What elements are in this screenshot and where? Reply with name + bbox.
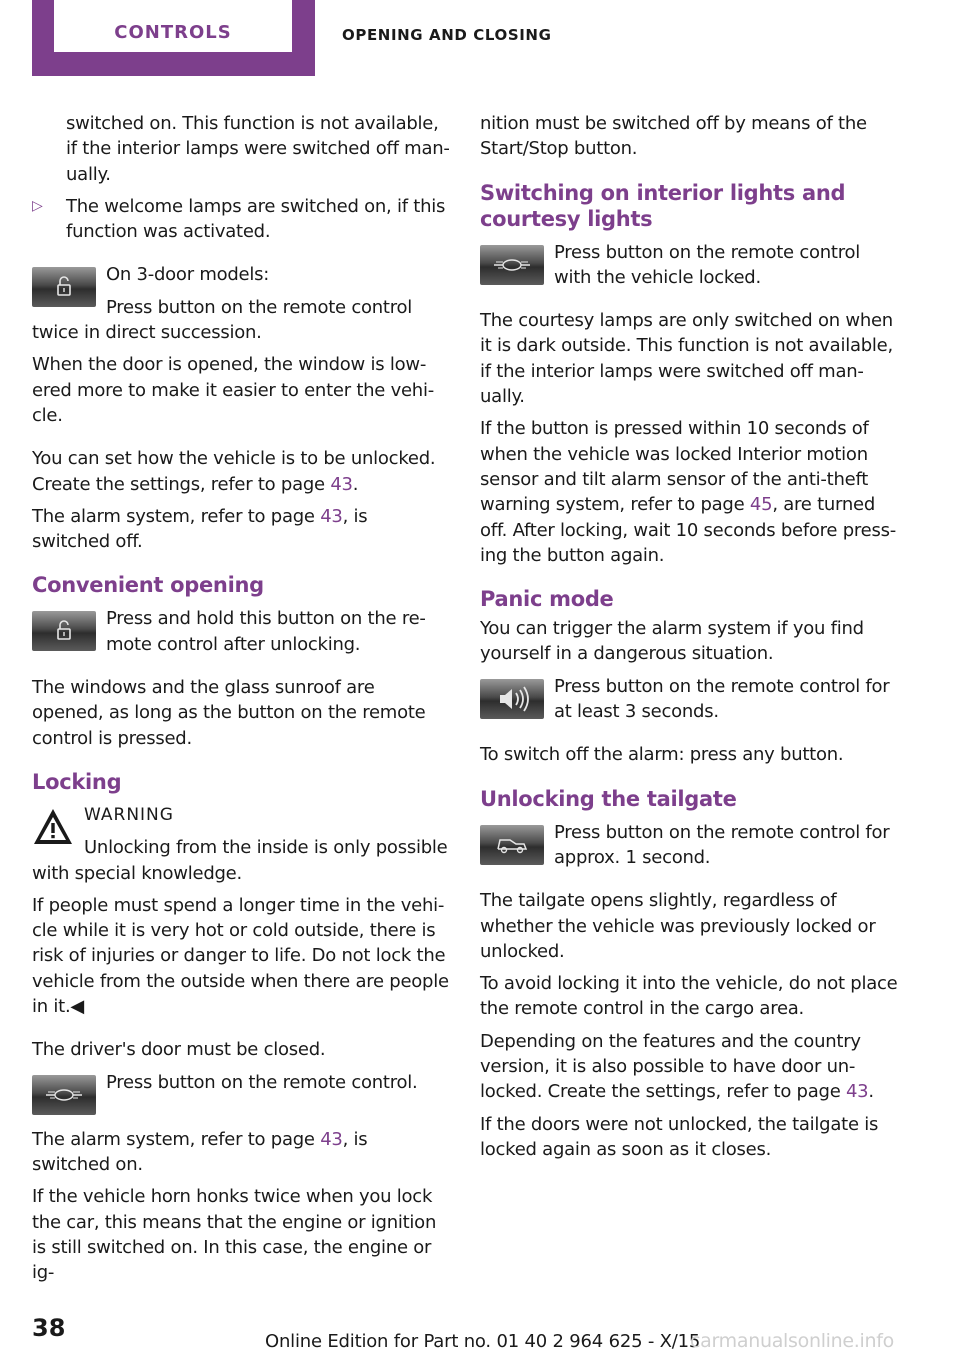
tailgate-button-icon: [480, 825, 544, 865]
warning-text-2: If people must spend a longer time in the vehi‐cle while it is very hot or cold outside, there is risk of injuries or danger to life. Do not lock the vehicle from the outside when there are people in it.◀: [32, 894, 449, 1018]
lock-block: [32, 1070, 450, 1119]
right-column: [480, 111, 900, 1169]
panic-block: [480, 674, 900, 743]
bullet-text: The welcome lamps are switched on, if this function was activated.: [66, 195, 446, 243]
warning-text: Unlocking from the inside is only possible with special knowledge.: [32, 837, 448, 884]
threedoor-text: Press button on the remote control twice in direct succession.: [32, 296, 412, 344]
bullet-arrow: ▷: [32, 197, 43, 214]
convenient-text: Press and hold this button on the re‐mote control after unlocking.: [106, 608, 426, 655]
unlock-button-icon: [32, 611, 96, 651]
paragraph-doors-not-unlocked: If the doors were not unlocked, the tailgate is locked again as soon as it closes.: [480, 1113, 879, 1160]
heading-locking: Locking: [32, 769, 122, 794]
paragraph-tailgate-opens: The tailgate opens slightly, regardless of whether the vehicle was previously locked or unlocked.: [480, 890, 876, 962]
paragraph-horn: If the vehicle horn honks twice when you lock the car, this means that the engine or ignition is still switched on. In this case, the engine or ig‐: [32, 1186, 437, 1284]
lock-button-icon: [480, 245, 544, 285]
panic-button-icon: [480, 679, 544, 719]
warning-title: WARNING: [84, 804, 174, 825]
paragraph-unlock-settings: You can set how the vehicle is to be unlocked. Create the settings, refer to page 43.: [32, 448, 436, 495]
edition-footer: Online Edition for Part no. 01 40 2 964 625 - X/15: [265, 1331, 701, 1352]
warning-block: [32, 803, 450, 893]
bullet-welcome-lamps: [32, 194, 450, 245]
paragraph-avoid-locking: To avoid locking it into the vehicle, do not place the remote control in the cargo area.: [480, 973, 898, 1020]
threedoor-title: On 3-door models:: [106, 264, 270, 286]
panic-text: Press button on the remote control for at least 3 seconds.: [554, 675, 890, 723]
page-link[interactable]: 43: [330, 473, 353, 495]
heading-panic-mode: Panic mode: [480, 587, 614, 612]
paragraph-alarm-on: The alarm system, refer to page 43, is switched on.: [32, 1128, 368, 1175]
lock-button-icon: [32, 1075, 96, 1115]
paragraph-window-lowered: When the door is opened, the window is low‐ered more to make it easier to enter the vehi‐cle.: [32, 354, 434, 426]
threedoor-block: [32, 262, 450, 352]
paragraph-switch-off-alarm: To switch off the alarm: press any button.: [480, 744, 844, 766]
heading-convenient-opening: Convenient opening: [32, 573, 264, 598]
watermark: carmanualsonline.info: [690, 1330, 894, 1352]
chapter-tab-label: CONTROLS: [114, 22, 232, 43]
page-link[interactable]: 43: [320, 1128, 343, 1150]
tailgate-block: [480, 820, 900, 889]
paragraph-driver-door: The driver's door must be closed.: [32, 1039, 326, 1061]
paragraph-switched-on: switched on. This function is not available, if the interior lamps were switched off man‐ually.: [66, 113, 450, 185]
lock-text: Press button on the remote control.: [106, 1071, 418, 1093]
interior-block: [480, 240, 900, 309]
unlock-button-icon: [32, 267, 96, 307]
paragraph-courtesy: The courtesy lamps are only switched on when it is dark outside. This function is not available, if the interior lamps were switched off man‐ually.: [480, 310, 893, 408]
convenient-block: [32, 606, 450, 675]
paragraph-panic: You can trigger the alarm system if you find yourself in a dangerous situation.: [480, 618, 864, 665]
paragraph-alarm-off: The alarm system, refer to page 43, is switched off.: [32, 505, 368, 553]
warning-triangle-icon: [32, 806, 74, 848]
interior-text: Press button on the remote control with the vehicle locked.: [554, 241, 860, 288]
heading-tailgate: Unlocking the tailgate: [480, 786, 737, 811]
paragraph-windows-opened: The windows and the glass sunroof are opened, as long as the button on the remote control is pressed.: [32, 677, 426, 749]
page-link[interactable]: 43: [845, 1081, 869, 1103]
section-title: OPENING AND CLOSING: [342, 26, 552, 44]
tailgate-text: Press button on the remote control for approx. 1 second.: [554, 821, 890, 868]
page-link[interactable]: 45: [749, 494, 773, 516]
paragraph-start-stop: nition must be switched off by means of the Start/Stop button.: [480, 113, 867, 160]
paragraph-pressed-within: If the button is pressed within 10 seconds of when the vehicle was locked Interior motion sensor and tilt alarm sensor of the anti-theft warning system, refer to page 45, are turned off. After locking, wait 10 seconds before press‐ing the button again.: [480, 418, 896, 566]
page-link[interactable]: 43: [320, 505, 343, 527]
left-column: [32, 111, 450, 1292]
heading-interior-lights: Switching on interior lights and courtesy lights: [480, 180, 846, 231]
paragraph-depending: Depending on the features and the country version, it is also possible to have door un‐locked. Create the settings, refer to page 43.: [480, 1030, 874, 1103]
page-number: 38: [32, 1314, 66, 1342]
